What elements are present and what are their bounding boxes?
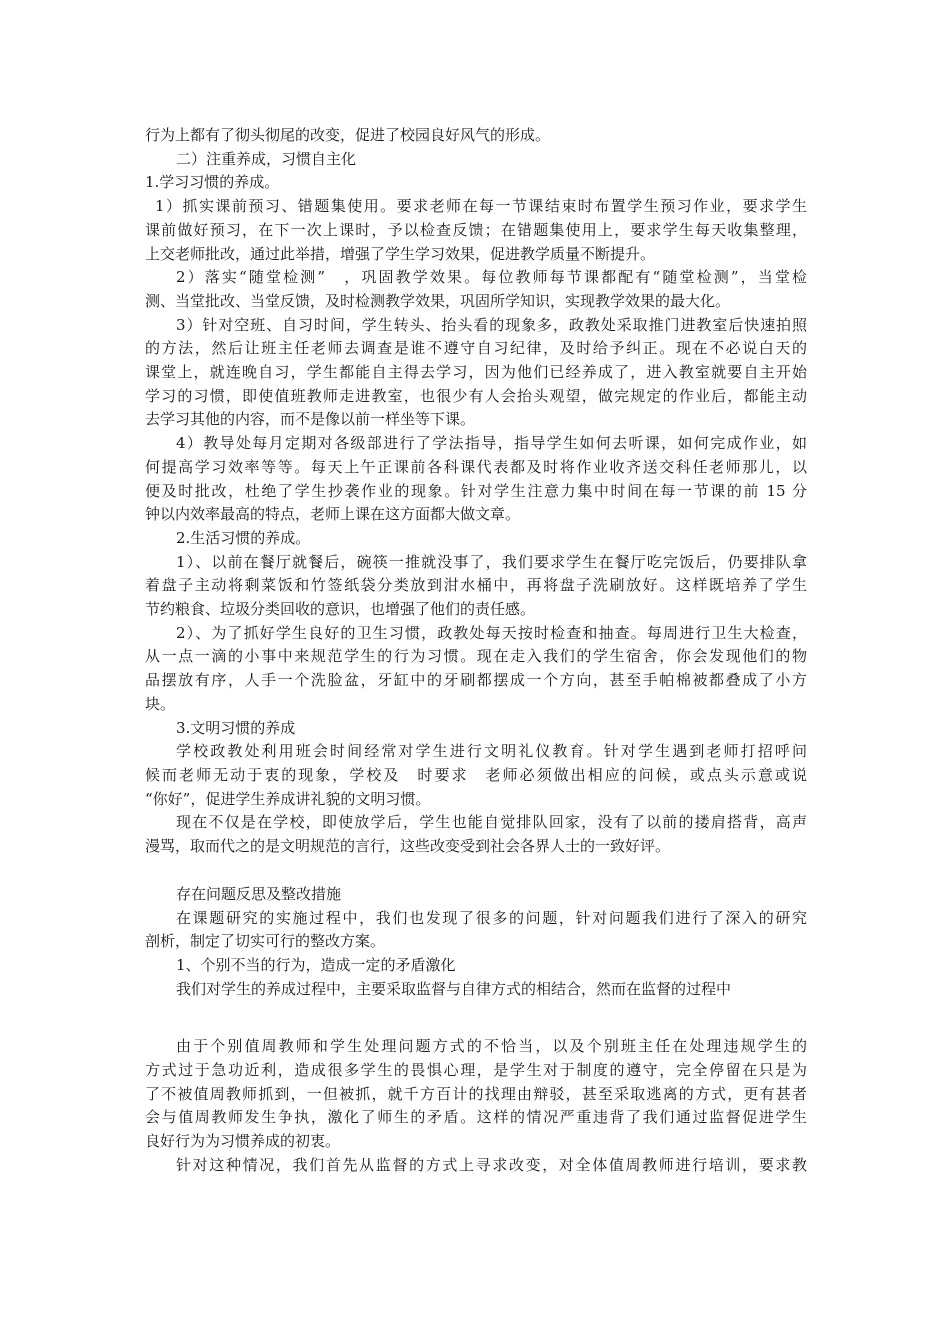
document-page (145, 124, 807, 1178)
paragraph-line: 块。 (145, 694, 176, 713)
paragraph-line: 课前做好预习，在下一次上课时，予以检查反馈；在错题集使用上，要求学生每天收集整理， (145, 220, 807, 239)
paragraph-line: 方式过于急功近利，造成很多学生的畏惧心理，是学生对于制度的遵守，完全停留在只是为 (145, 1061, 807, 1080)
paragraph-line: 针对这种情况，我们首先从监督的方式上寻求改变，对全体值周教师进行培训，要求教 (176, 1155, 807, 1174)
blank-line (145, 1001, 807, 1035)
paragraph-line: 漫骂，取而代之的是文明规范的言行，这些改变受到社会各界人士的一致好评。 (145, 837, 671, 856)
paragraph-line: 行为上都有了彻头彻尾的改变，促进了校园良好风气的形成。 (145, 126, 551, 144)
paragraph-line: 节约粮食、垃圾分类回收的意识，也增强了他们的责任感。 (145, 600, 536, 619)
paragraph-line: 2）、为了抓好学生良好的卫生习惯，政教处每天按时检查和抽查。每周进行卫生大检查， (176, 623, 807, 642)
paragraph-line: 剖析，制定了切实可行的整改方案。 (145, 932, 386, 951)
paragraph-line: 了不被值周教师抓到，一但被抓，就千方百计的找理由辩驳，甚至采取逃离的方式，更有甚者 (145, 1084, 807, 1103)
paragraph-line: 的方法，然后让班主任老师去调查是谁不遵守自习纪律，及时给予纠正。现在不必说白天的 (145, 339, 807, 358)
paragraph-line: 去学习其他的内容，而不是像以前一样坐等下课。 (145, 410, 476, 429)
paragraph-line: 会与值周教师发生争执，激化了师生的矛盾。这样的情况严重违背了我们通过监督促进学生 (145, 1108, 807, 1127)
paragraph-line: 测、当堂批改、当堂反馈，及时检测教学效果，巩固所学知识，实现教学效果的最大化。 (145, 291, 731, 310)
paragraph-line: 品摆放有序，人手一个洗脸盆，牙缸中的牙刷都摆成一个方向，甚至手帕棉被都叠成了小方 (145, 671, 807, 690)
paragraph-line: 从一点一滴的小事中来规范学生的行为习惯。现在走入我们的学生宿舍，你会发现他们的物 (145, 647, 807, 666)
paragraph-line: 1）、以前在餐厅就餐后，碗筷一推就没事了，我们要求学生在餐厅吃完饭后，仍要排队拿 (176, 552, 807, 571)
paragraph-line: 2）落实“随堂检测” ，巩固教学效果。每位教师每节课都配有“随堂检测”，当堂检 (176, 268, 807, 287)
paragraph-line: 便及时批改，杜绝了学生抄袭作业的现象。针对学生注意力集中时间在每一节课的前 15 分 (145, 481, 807, 500)
paragraph-line: “你好”，促进学生养成讲礼貌的文明习惯。 (145, 789, 431, 808)
subsection-heading: 1.学习习惯的养成。 (145, 173, 280, 192)
section-heading: 存在问题反思及整改措施 (176, 884, 342, 903)
paragraph-line: 学校政教处利用班会时间经常对学生进行文明礼仪教育。针对学生遇到老师打招呼问 (176, 742, 807, 761)
paragraph-line: 3）针对空班、自习时间，学生转头、抬头看的现象多，政教处采取推门进教室后快速拍照 (176, 315, 807, 334)
paragraph-line: 候而老师无动于衷的现象，学校及 时要求 老师必须做出相应的问候，或点头示意或说 (145, 765, 807, 784)
paragraph-line: 4）教导处每月定期对各级部进行了学法指导，指导学生如何去听课，如何完成作业，如 (176, 434, 807, 453)
subsection-heading: 2.生活习惯的养成。 (176, 528, 311, 547)
paragraph-line: 上交老师批改，通过此举措，增强了学生学习效果，促进教学质量不断提升。 (145, 244, 656, 263)
paragraph-line: 1）抓实课前预习、错题集使用。要求老师在每一节课结束时布置学生预习作业，要求学生 (155, 197, 807, 216)
blank-line (145, 859, 807, 883)
paragraph-line: 何提高学习效率等等。每天上午正课前各科课代表都及时将作业收齐送交科任老师那儿，以 (145, 457, 807, 476)
paragraph-line: 良好行为为习惯养成的初衷。 (145, 1132, 341, 1151)
paragraph-line: 着盘子主动将剩菜饭和竹签纸袋分类放到泔水桶中，再将盘子洗刷放好。这样既培养了学生 (145, 576, 807, 595)
subsection-heading: 1、个别不当的行为，造成一定的矛盾激化 (176, 955, 456, 974)
subsection-heading: 3.文明习惯的养成 (176, 718, 296, 737)
paragraph-line: 现在不仅是在学校，即使放学后，学生也能自觉排队回家，没有了以前的搂肩搭背，高声 (176, 813, 807, 832)
paragraph-line: 课堂上，就连晚自习，学生都能自主得去学习，因为他们已经养成了，进入教室就要自主开始 (145, 363, 807, 382)
paragraph-line: 学习的习惯，即使值班教师走进教室，也很少有人会抬头观望，做完规定的作业后，都能主动 (145, 386, 807, 405)
paragraph-line: 我们对学生的养成过程中，主要采取监督与自律方式的相结合，然而在监督的过程中 (176, 979, 732, 998)
section-heading: 二）注重养成，习惯自主化 (176, 149, 357, 168)
paragraph-line: 由于个别值周教师和学生处理问题方式的不恰当，以及个别班主任在处理违规学生的 (176, 1037, 807, 1056)
paragraph-line: 在课题研究的实施过程中，我们也发现了很多的问题，针对问题我们进行了深入的研究 (176, 908, 807, 927)
paragraph-line: 钟以内效率最高的特点，老师上课在这方面都大做文章。 (145, 505, 521, 524)
